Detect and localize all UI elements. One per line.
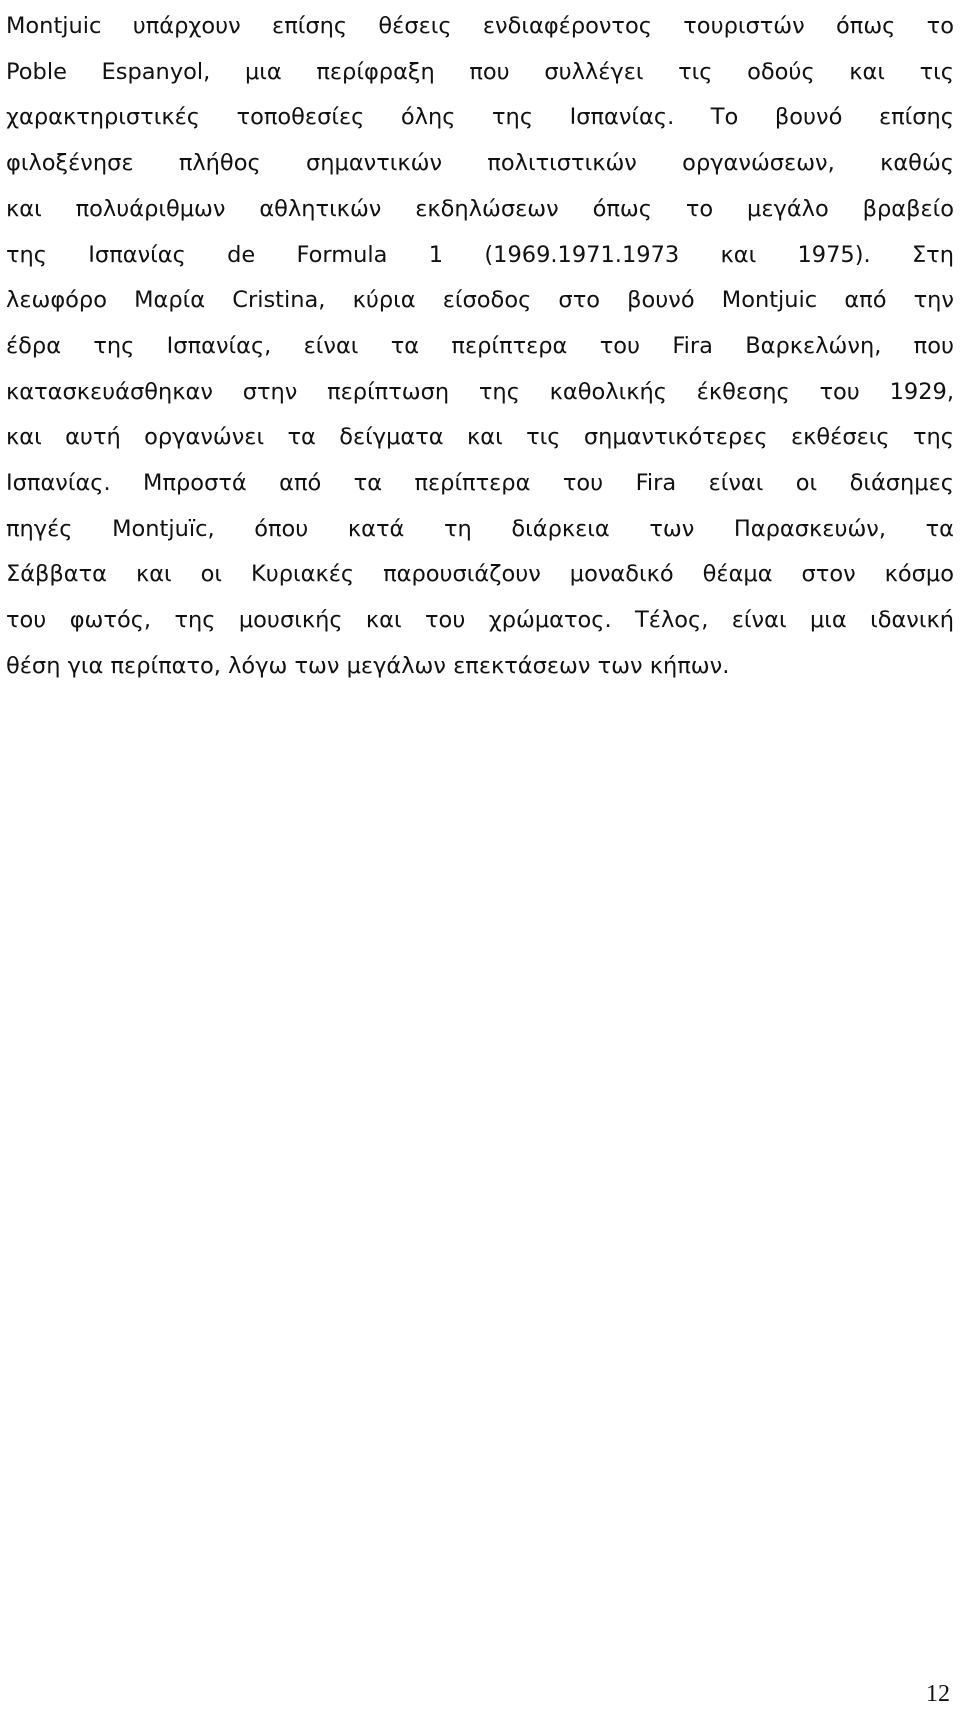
paragraph-line: κατασκευάσθηκαν στην περίπτωση της καθολικής έκθεσης του 1929, — [6, 378, 954, 405]
paragraph-line-last: θέση για περίπατο, λόγω των μεγάλων επεκτάσεων των κήπων. — [6, 652, 730, 679]
paragraph-line: λεωφόρο Μαρία Cristina, κύρια είσοδος στο βουνό Montjuic από την — [6, 287, 954, 314]
paragraph-line: και αυτή οργανώνει τα δείγματα και τις σημαντικότερες εκθέσεις της — [6, 424, 954, 451]
paragraph-line: Σάββατα και οι Κυριακές παρουσιάζουν μοναδικό θέαμα στον κόσμο — [6, 561, 954, 588]
paragraph-line: Poble Espanyol, μια περίφραξη που συλλέγει τις οδούς και τις — [6, 58, 954, 85]
paragraph-line: Ισπανίας. Μπροστά από τα περίπτερα του Fira είναι οι διάσημες — [6, 470, 954, 497]
paragraph-line: και πολυάριθμων αθλητικών εκδηλώσεων όπως το μεγάλο βραβείο — [6, 195, 954, 222]
paragraph-line: φιλοξένησε πλήθος σημαντικών πολιτιστικών οργανώσεων, καθώς — [6, 150, 954, 177]
paragraph-line: έδρα της Ισπανίας, είναι τα περίπτερα του Fira Βαρκελώνη, που — [6, 332, 954, 359]
paragraph-line: του φωτός, της μουσικής και του χρώματος. Τέλος, είναι μια ιδανική — [6, 607, 954, 634]
paragraph-line: της Ισπανίας de Formula 1 (1969.1971.1973 και 1975). Στη — [6, 241, 954, 268]
page-number: 12 — [926, 1681, 950, 1707]
paragraph-line: Montjuic υπάρχουν επίσης θέσεις ενδιαφέροντος τουριστών όπως το — [6, 13, 954, 39]
paragraph-line: πηγές Montjuïc, όπου κατά τη διάρκεια των Παρασκευών, τα — [6, 515, 954, 542]
body-paragraph — [6, 4, 954, 690]
paragraph-line: χαρακτηριστικές τοποθεσίες όλης της Ισπανίας. Το βουνό επίσης — [6, 104, 954, 131]
